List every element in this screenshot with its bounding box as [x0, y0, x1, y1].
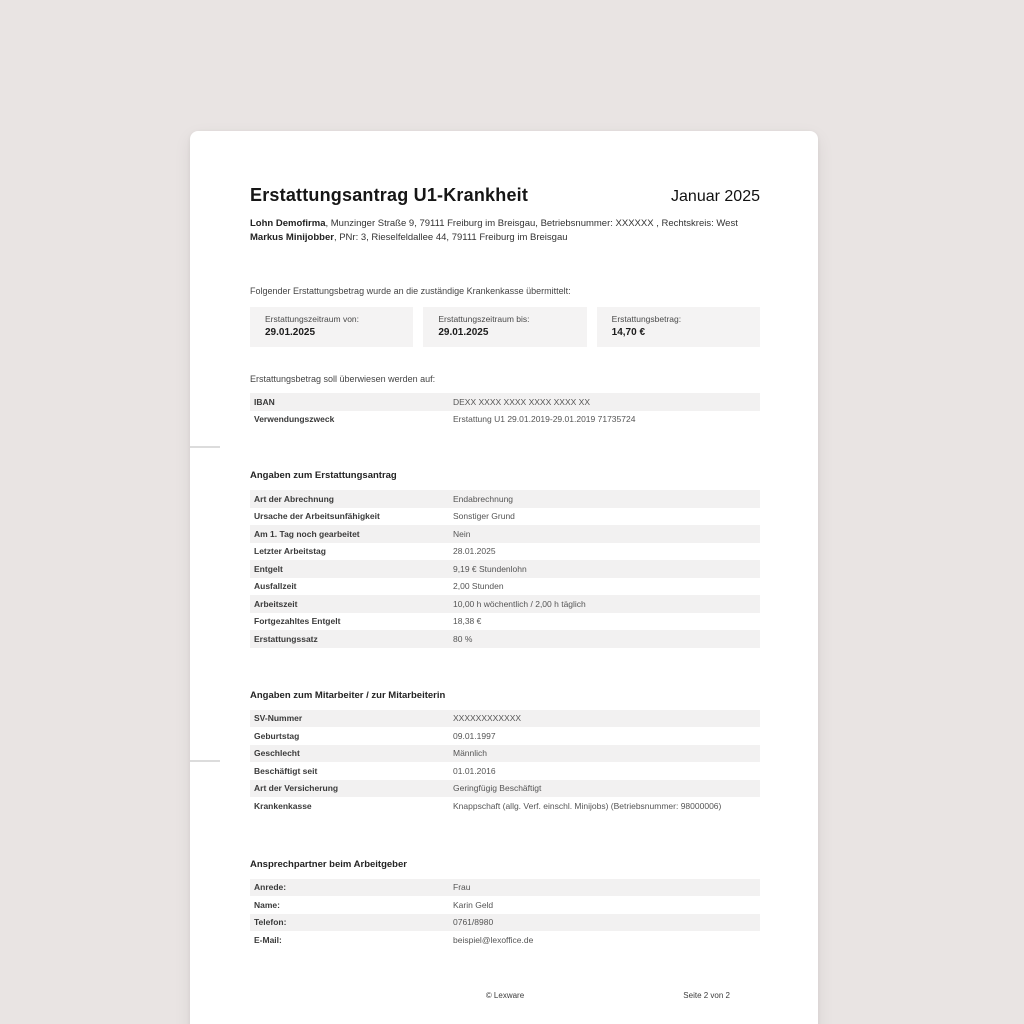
- box-label: Erstattungsbetrag:: [611, 314, 682, 324]
- table-row: [250, 630, 760, 648]
- table-row: [250, 727, 760, 745]
- summary-box-period-from: [250, 307, 413, 347]
- row-value: 01.01.2016: [453, 765, 496, 776]
- row-value: DEXX XXXX XXXX XXXX XXXX XX: [453, 396, 591, 407]
- period-label: Januar 2025: [671, 188, 760, 205]
- copyright-text: © Lexware: [485, 990, 525, 1000]
- row-label: Ursache der Arbeitsunfähigkeit: [254, 511, 380, 522]
- table-row: [250, 914, 760, 932]
- box-value: 14,70 €: [611, 327, 646, 338]
- row-value: 09.01.1997: [453, 730, 496, 741]
- table-row: [250, 508, 760, 526]
- row-value: Knappschaft (allg. Verf. einschl. Minijobs) (Betriebsnummer: 98000006): [453, 800, 722, 811]
- row-value: Nein: [453, 528, 471, 539]
- summary-boxes: [250, 307, 760, 347]
- row-value: Geringfügig Beschäftigt: [453, 783, 542, 794]
- table-row: [250, 525, 760, 543]
- row-value: Erstattung U1 29.01.2019-29.01.2019 71735724: [453, 414, 636, 425]
- intro-text: Folgender Erstattungsbetrag wurde an die zuständige Krankenkasse übermittelt:: [250, 286, 571, 296]
- row-value: Frau: [453, 882, 471, 893]
- table-row: [250, 595, 760, 613]
- row-value: 28.01.2025: [453, 546, 496, 557]
- row-label: Art der Versicherung: [254, 783, 339, 794]
- table-row: [250, 613, 760, 631]
- row-value: 9,19 € Stundenlohn: [453, 563, 527, 574]
- table-row: [250, 578, 760, 596]
- row-label: Arbeitszeit: [254, 598, 298, 609]
- row-label: IBAN: [254, 396, 275, 407]
- row-value: 18,38 €: [453, 616, 482, 627]
- document-header: [250, 185, 760, 206]
- document-page: [190, 131, 818, 1024]
- row-label: Ausfallzeit: [254, 581, 297, 592]
- table-row: [250, 490, 760, 508]
- ansprechpartner-table: [250, 879, 760, 949]
- row-label: Art der Abrechnung: [254, 493, 334, 504]
- employee-details: , PNr: 3, Rieselfeldallee 44, 79111 Freiburg im Breisgau: [333, 232, 568, 243]
- address-block: [250, 217, 750, 245]
- row-value: 80 %: [453, 633, 473, 644]
- box-label: Erstattungszeitraum von:: [265, 314, 360, 324]
- row-label: Anrede:: [254, 882, 287, 893]
- row-value: Männlich: [453, 748, 488, 759]
- row-label: Beschäftigt seit: [254, 765, 318, 776]
- transfer-intro-text: Erstattungsbetrag soll überwiesen werden auf:: [250, 374, 436, 384]
- row-label: Am 1. Tag noch gearbeitet: [254, 528, 360, 539]
- row-value: Sonstiger Grund: [453, 511, 515, 522]
- summary-box-period-to: [423, 307, 586, 347]
- row-label: Verwendungszweck: [254, 414, 335, 425]
- row-value: 0761/8980: [453, 917, 494, 928]
- employer-line: [250, 217, 750, 231]
- table-row: [250, 879, 760, 897]
- row-label: Letzter Arbeitstag: [254, 546, 326, 557]
- page-title: Erstattungsantrag U1-Krankheit: [250, 185, 529, 205]
- table-row: [250, 762, 760, 780]
- fold-mark: [190, 760, 220, 762]
- document-content: [190, 131, 818, 1003]
- row-label: Telefon:: [254, 917, 287, 928]
- section-heading-erstattungsantrag: Angaben zum Erstattungsantrag: [250, 470, 397, 481]
- table-row: [250, 393, 760, 411]
- row-label: Erstattungssatz: [254, 633, 318, 644]
- summary-box-amount: [597, 307, 760, 347]
- row-value: Karin Geld: [453, 899, 494, 910]
- box-value: 29.01.2025: [438, 327, 489, 338]
- row-value: 2,00 Stunden: [453, 581, 504, 592]
- employer-details: , Munzinger Straße 9, 79111 Freiburg im Breisgau, Betriebsnummer: XXXXXX , Rechtskreis: West: [325, 218, 738, 229]
- table-row: [250, 560, 760, 578]
- table-row: [250, 543, 760, 561]
- box-value: 29.01.2025: [265, 327, 316, 338]
- row-label: Name:: [254, 899, 280, 910]
- table-row: [250, 745, 760, 763]
- row-label: E-Mail:: [254, 934, 282, 945]
- row-label: Geschlecht: [254, 748, 300, 759]
- row-value: XXXXXXXXXXXX: [453, 713, 522, 724]
- transfer-table: [250, 393, 760, 428]
- table-row: [250, 411, 760, 429]
- row-label: Geburtstag: [254, 730, 300, 741]
- section-heading-ansprechpartner: Ansprechpartner beim Arbeitgeber: [250, 858, 407, 870]
- table-row: [250, 780, 760, 798]
- section-heading-mitarbeiter: Angaben zum Mitarbeiter / zur Mitarbeiterin: [250, 689, 446, 701]
- row-value: 10,00 h wöchentlich / 2,00 h täglich: [453, 598, 586, 609]
- table-row: [250, 896, 760, 914]
- page-footer: [250, 991, 760, 1003]
- row-label: Krankenkasse: [254, 800, 312, 811]
- row-label: Fortgezahltes Entgelt: [254, 616, 341, 627]
- table-row: [250, 710, 760, 728]
- row-label: SV-Nummer: [254, 713, 303, 724]
- table-row: [250, 797, 760, 815]
- row-label: Entgelt: [254, 563, 283, 574]
- page-indicator: Seite 2 von 2: [683, 990, 730, 1000]
- fold-mark: [190, 446, 220, 448]
- row-value: beispiel@lexoffice.de: [453, 934, 534, 945]
- erstattungsantrag-table: [250, 490, 760, 648]
- employee-line: [250, 231, 750, 245]
- employer-name: Lohn Demofirma: [250, 218, 326, 229]
- table-row: [250, 931, 760, 949]
- employee-name: Markus Minijobber: [250, 232, 334, 243]
- row-value: Endabrechnung: [453, 493, 514, 504]
- mitarbeiter-table: [250, 710, 760, 815]
- box-label: Erstattungszeitraum bis:: [438, 314, 530, 324]
